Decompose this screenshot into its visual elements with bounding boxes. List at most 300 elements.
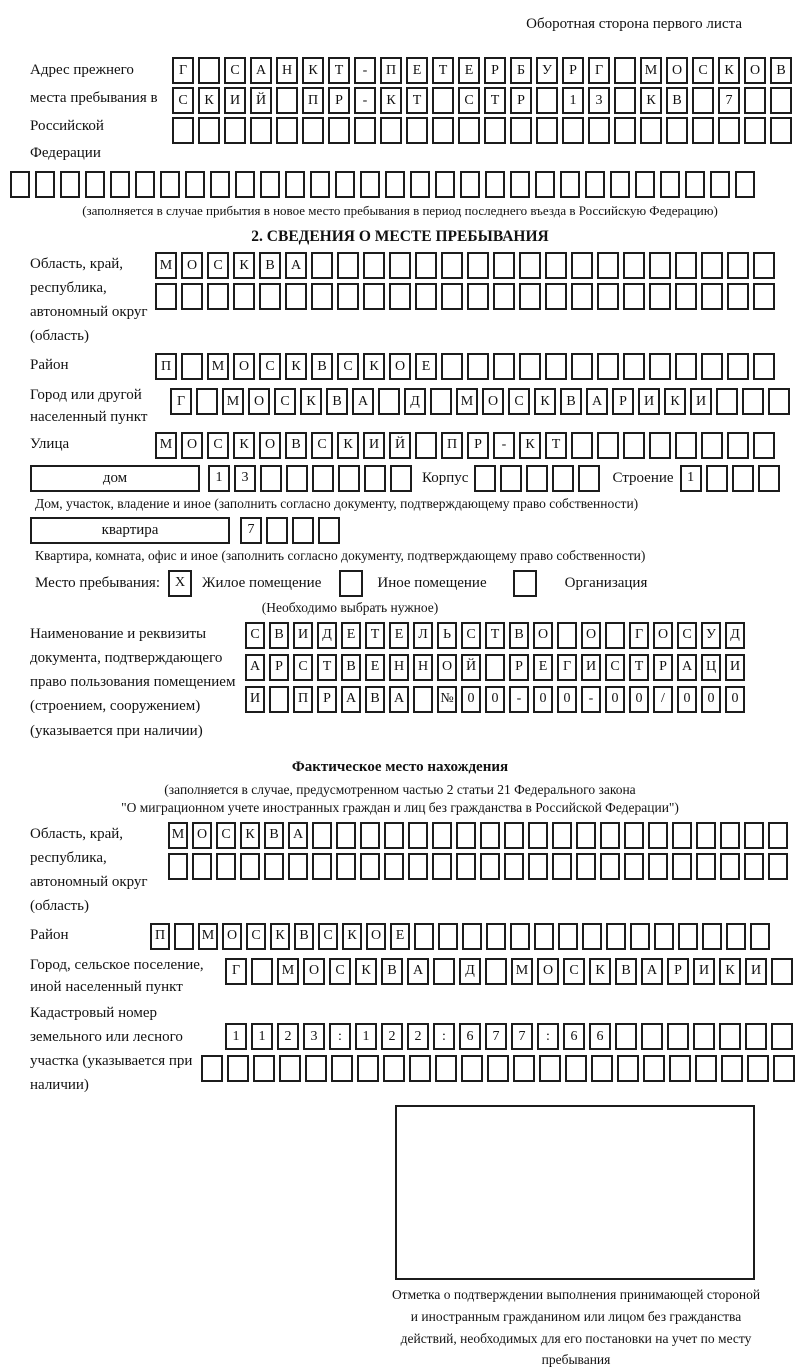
apartment-field [30, 517, 800, 544]
char-cell [312, 822, 332, 849]
residential-label: Жилое помещение [202, 575, 322, 591]
cadastral-row-2 [201, 1055, 795, 1082]
char-cell [753, 283, 775, 310]
char-cell [721, 1055, 743, 1082]
other-premises-label: Иное помещение [377, 575, 487, 591]
char-cell [318, 517, 340, 544]
page-side-note: Оборотная сторона первого листа [526, 16, 742, 32]
char-cell: - [354, 57, 376, 84]
char-cell [378, 388, 400, 415]
char-cell [432, 853, 452, 880]
char-cell [276, 87, 298, 114]
char-cell: Т [328, 57, 350, 84]
char-cell: К [718, 57, 740, 84]
char-cell [311, 252, 333, 279]
char-cell: Е [533, 654, 553, 681]
stay-type-field [35, 570, 800, 597]
char-cell [692, 117, 714, 144]
char-cell [696, 822, 716, 849]
char-cell [336, 853, 356, 880]
house-caption: Дом, участок, владение и иное (заполнить согласно документу, подтверждающему право собственности) [35, 495, 639, 511]
char-cell [85, 171, 105, 198]
char-cell: Р [562, 57, 584, 84]
char-cell [487, 1055, 509, 1082]
actual-location-note-1: (заполняется в случае, предусмотренном частью 2 статьи 21 Федерального закона [164, 781, 636, 797]
char-cell [364, 465, 386, 492]
char-cell [415, 283, 437, 310]
char-cell [181, 353, 203, 380]
char-cell: 0 [605, 686, 625, 713]
char-cell [536, 117, 558, 144]
char-cell: А [250, 57, 272, 84]
char-cell: Е [389, 622, 409, 649]
char-cell: О [744, 57, 766, 84]
char-cell [578, 465, 600, 492]
char-cell: С [458, 87, 480, 114]
char-cell: В [326, 388, 348, 415]
previous-address-row-1 [172, 57, 792, 84]
char-cell: Д [404, 388, 426, 415]
char-cell [735, 171, 755, 198]
char-cell [528, 822, 548, 849]
char-cell [196, 388, 218, 415]
document-row-2 [245, 654, 745, 681]
char-cell: П [302, 87, 324, 114]
char-cell [467, 252, 489, 279]
char-cell: А [352, 388, 374, 415]
char-cell: С [692, 57, 714, 84]
char-cell [335, 171, 355, 198]
actual-district-row [150, 923, 770, 950]
char-cell: К [270, 923, 290, 950]
char-cell [285, 283, 307, 310]
char-cell: 2 [277, 1023, 299, 1050]
house-field [30, 465, 800, 492]
char-cell: Г [588, 57, 610, 84]
char-cell [534, 923, 554, 950]
char-cell: И [725, 654, 745, 681]
region-row-2 [155, 283, 775, 310]
char-cell [693, 1023, 715, 1050]
street-field [0, 432, 800, 459]
char-cell: В [264, 822, 284, 849]
char-cell: Г [225, 958, 247, 985]
char-cell: 7 [511, 1023, 533, 1050]
char-cell: Е [390, 923, 410, 950]
char-cell [678, 923, 698, 950]
char-cell [438, 923, 458, 950]
char-cell: И [690, 388, 712, 415]
char-cell [510, 923, 530, 950]
char-cell: Д [725, 622, 745, 649]
char-cell: - [509, 686, 529, 713]
char-cell [328, 117, 350, 144]
char-cell [744, 117, 766, 144]
district-field [0, 353, 800, 380]
char-cell [410, 171, 430, 198]
char-cell [719, 1023, 741, 1050]
previous-address-row-2 [172, 87, 792, 114]
char-cell [484, 117, 506, 144]
char-cell [312, 465, 334, 492]
char-cell [384, 822, 404, 849]
char-cell [742, 388, 764, 415]
char-cell [536, 87, 558, 114]
char-cell [615, 1023, 637, 1050]
char-cell [773, 1055, 795, 1082]
char-cell [409, 1055, 431, 1082]
char-cell [500, 465, 522, 492]
char-cell: М [456, 388, 478, 415]
char-cell [706, 465, 728, 492]
char-cell [535, 171, 555, 198]
char-cell [624, 853, 644, 880]
char-cell [614, 57, 636, 84]
previous-address-row-4 [10, 171, 800, 198]
char-cell [565, 1055, 587, 1082]
char-cell: В [285, 432, 307, 459]
char-cell [198, 57, 220, 84]
char-cell: О [248, 388, 270, 415]
document-row-3 [245, 686, 745, 713]
char-cell [562, 117, 584, 144]
char-cell [224, 117, 246, 144]
char-cell: Е [341, 622, 361, 649]
char-cell [758, 465, 780, 492]
char-cell [675, 283, 697, 310]
char-cell: 7 [718, 87, 740, 114]
char-cell [753, 353, 775, 380]
organization-checkbox [513, 570, 537, 597]
actual-district-label: Район [30, 926, 69, 943]
char-cell [337, 252, 359, 279]
char-cell: 0 [533, 686, 553, 713]
char-cell [415, 432, 437, 459]
stroenie-cells [680, 465, 780, 492]
char-cell: К [534, 388, 556, 415]
char-cell [552, 822, 572, 849]
char-cell [260, 465, 282, 492]
char-cell [493, 353, 515, 380]
char-cell: Т [545, 432, 567, 459]
char-cell: Т [629, 654, 649, 681]
house-box-label: дом [30, 465, 200, 492]
char-cell [768, 853, 788, 880]
char-cell [600, 822, 620, 849]
char-cell: О [537, 958, 559, 985]
char-cell [35, 171, 55, 198]
char-cell: Т [365, 622, 385, 649]
char-cell [10, 171, 30, 198]
char-cell [279, 1055, 301, 1082]
char-cell [383, 1055, 405, 1082]
char-cell: О [233, 353, 255, 380]
char-cell [552, 465, 574, 492]
char-cell: 0 [485, 686, 505, 713]
char-cell: П [293, 686, 313, 713]
char-cell: С [207, 252, 229, 279]
char-cell: М [198, 923, 218, 950]
char-cell: С [246, 923, 266, 950]
char-cell: С [293, 654, 313, 681]
char-cell: В [381, 958, 403, 985]
char-cell [198, 117, 220, 144]
char-cell: К [589, 958, 611, 985]
char-cell [702, 923, 722, 950]
char-cell: 0 [461, 686, 481, 713]
char-cell [185, 171, 205, 198]
char-cell [753, 252, 775, 279]
char-cell: И [745, 958, 767, 985]
char-cell: И [693, 958, 715, 985]
char-cell: Й [389, 432, 411, 459]
char-cell: В [294, 923, 314, 950]
char-cell: А [341, 686, 361, 713]
char-cell [701, 432, 723, 459]
char-cell [168, 853, 188, 880]
char-cell [486, 923, 506, 950]
char-cell [250, 117, 272, 144]
char-cell [235, 171, 255, 198]
char-cell: П [380, 57, 402, 84]
char-cell [385, 171, 405, 198]
char-cell [269, 686, 289, 713]
char-cell: В [365, 686, 385, 713]
char-cell: В [341, 654, 361, 681]
char-cell: С [318, 923, 338, 950]
char-cell: 1 [208, 465, 230, 492]
char-cell [666, 117, 688, 144]
char-cell [276, 117, 298, 144]
stay-type-label: Место пребывания: [35, 575, 160, 591]
korpus-cells [474, 465, 600, 492]
char-cell [413, 686, 433, 713]
char-cell [461, 1055, 483, 1082]
char-cell: В [560, 388, 582, 415]
char-cell: К [233, 432, 255, 459]
char-cell [675, 353, 697, 380]
char-cell [253, 1055, 275, 1082]
street-label: Улица [30, 435, 70, 452]
char-cell [770, 87, 792, 114]
char-cell [744, 853, 764, 880]
char-cell [747, 1055, 769, 1082]
char-cell [504, 822, 524, 849]
char-cell [582, 923, 602, 950]
char-cell [174, 923, 194, 950]
char-cell [641, 1023, 663, 1050]
char-cell [528, 853, 548, 880]
char-cell: К [300, 388, 322, 415]
char-cell [571, 283, 593, 310]
char-cell [251, 958, 273, 985]
char-cell: П [155, 353, 177, 380]
char-cell [467, 353, 489, 380]
document-field [0, 622, 800, 743]
char-cell: М [168, 822, 188, 849]
char-cell [571, 353, 593, 380]
char-cell [312, 853, 332, 880]
char-cell [305, 1055, 327, 1082]
char-cell [519, 283, 541, 310]
char-cell: Г [629, 622, 649, 649]
char-cell: Е [365, 654, 385, 681]
char-cell [623, 252, 645, 279]
char-cell [60, 171, 80, 198]
char-cell: О [437, 654, 457, 681]
char-cell: С [274, 388, 296, 415]
char-cell [623, 353, 645, 380]
char-cell [435, 171, 455, 198]
char-cell [456, 822, 476, 849]
char-cell [623, 283, 645, 310]
char-cell [624, 822, 644, 849]
char-cell: М [640, 57, 662, 84]
char-cell [207, 283, 229, 310]
char-cell: Е [406, 57, 428, 84]
char-cell [363, 252, 385, 279]
char-cell: А [586, 388, 608, 415]
char-cell [414, 923, 434, 950]
char-cell [648, 853, 668, 880]
char-cell [710, 171, 730, 198]
char-cell [672, 822, 692, 849]
char-cell: Д [317, 622, 337, 649]
char-cell: Р [269, 654, 289, 681]
char-cell: К [363, 353, 385, 380]
char-cell: О [653, 622, 673, 649]
char-cell: Г [557, 654, 577, 681]
char-cell: У [536, 57, 558, 84]
stroenie-label: Строение [612, 470, 674, 486]
char-cell: О [181, 252, 203, 279]
char-cell [623, 432, 645, 459]
char-cell [406, 117, 428, 144]
char-cell [432, 117, 454, 144]
char-cell [337, 283, 359, 310]
char-cell [576, 822, 596, 849]
char-cell: К [302, 57, 324, 84]
char-cell [430, 388, 452, 415]
region-field [0, 252, 800, 348]
char-cell [360, 853, 380, 880]
char-cell [433, 958, 455, 985]
city-field [0, 385, 800, 429]
char-cell [519, 353, 541, 380]
char-cell: А [285, 252, 307, 279]
char-cell: У [701, 622, 721, 649]
char-cell [155, 283, 177, 310]
char-cell: И [363, 432, 385, 459]
char-cell: Р [612, 388, 634, 415]
char-cell: О [192, 822, 212, 849]
char-cell [720, 822, 740, 849]
char-cell [726, 923, 746, 950]
char-cell: М [511, 958, 533, 985]
char-cell: М [155, 432, 177, 459]
char-cell [588, 117, 610, 144]
char-cell: А [288, 822, 308, 849]
char-cell [545, 283, 567, 310]
district-row [155, 353, 775, 380]
residential-checkbox: X [168, 570, 192, 597]
char-cell: 0 [701, 686, 721, 713]
char-cell [672, 853, 692, 880]
char-cell [701, 283, 723, 310]
char-cell: М [277, 958, 299, 985]
char-cell: С [677, 622, 697, 649]
char-cell: Д [459, 958, 481, 985]
char-cell [558, 923, 578, 950]
char-cell [557, 622, 577, 649]
char-cell: К [355, 958, 377, 985]
char-cell: С [461, 622, 481, 649]
char-cell: 3 [303, 1023, 325, 1050]
char-cell [519, 252, 541, 279]
char-cell: 6 [589, 1023, 611, 1050]
char-cell [695, 1055, 717, 1082]
char-cell [597, 353, 619, 380]
char-cell: М [155, 252, 177, 279]
char-cell: И [638, 388, 660, 415]
char-cell [286, 465, 308, 492]
cadastral-field [0, 1001, 800, 1097]
char-cell [718, 117, 740, 144]
char-cell [630, 923, 650, 950]
char-cell [480, 822, 500, 849]
char-cell: И [245, 686, 265, 713]
actual-district-field [0, 923, 800, 950]
char-cell: 1 [251, 1023, 273, 1050]
char-cell [227, 1055, 249, 1082]
char-cell: В [666, 87, 688, 114]
char-cell [266, 517, 288, 544]
korpus-label: Корпус [422, 470, 469, 486]
char-cell [560, 171, 580, 198]
char-cell [597, 432, 619, 459]
char-cell: А [677, 654, 697, 681]
char-cell [526, 465, 548, 492]
char-cell: О [181, 432, 203, 459]
char-cell [768, 822, 788, 849]
char-cell: С [259, 353, 281, 380]
char-cell [610, 171, 630, 198]
previous-address-row-3 [172, 117, 792, 144]
char-cell [435, 1055, 457, 1082]
char-cell [649, 252, 671, 279]
char-cell [460, 171, 480, 198]
char-cell: С [337, 353, 359, 380]
char-cell [384, 853, 404, 880]
char-cell [432, 822, 452, 849]
char-cell [480, 853, 500, 880]
char-cell [635, 171, 655, 198]
section2-title: 2. СВЕДЕНИЯ О МЕСТЕ ПРЕБЫВАНИЯ [251, 228, 549, 245]
char-cell: А [245, 654, 265, 681]
registration-mark-caption: Отметка о подтверждении выполнения принимающей стороной и иностранным гражданином или лицом без гражданства действий, необходимых для его постановки на учет по месту пребывания [391, 1287, 761, 1368]
char-cell: О [533, 622, 553, 649]
actual-city-label: Город, сельское поселение, иной населенный пункт [30, 956, 204, 995]
char-cell: М [207, 353, 229, 380]
char-cell: С [224, 57, 246, 84]
char-cell [485, 171, 505, 198]
char-cell [432, 87, 454, 114]
char-cell [259, 283, 281, 310]
char-cell [288, 853, 308, 880]
char-cell [354, 117, 376, 144]
previous-address-footnote: (заполняется в случае прибытия в новое место пребывания в период последнего въезда в Российскую Федерацию) [82, 203, 718, 218]
char-cell [292, 517, 314, 544]
